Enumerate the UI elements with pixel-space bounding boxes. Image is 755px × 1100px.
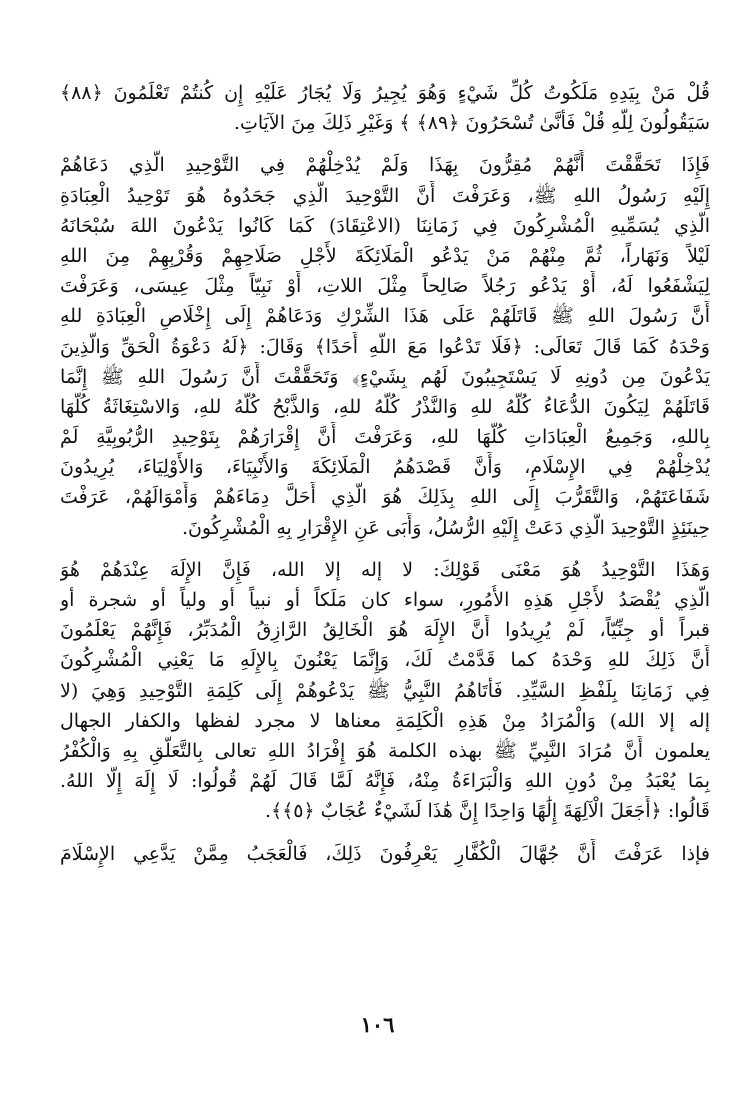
paragraph-quran-verses: [60, 78, 710, 138]
text-line: يعلمون أَنَّ مُرَادَ النَّبِيِّ ﷺ بهذه الكلمة هُوَ إِفْرَادُ اللهِ تعالى بِالتَّعَلُّقِ بِهِ وَالْكُفْرُ: [60, 739, 710, 762]
paragraph-continuation: [60, 839, 710, 869]
page-number: ١٠٦: [360, 1012, 395, 1037]
text-line: بِاللهِ، وَجَمِيعُ الْعِبَادَاتِ كُلُّهَا للهِ، وَعَرَفْتَ أَنَّ إِقْرَارَهُمْ بِتَوْحِيدِ الرُّبُوبِيَّةِ لَمْ: [60, 426, 710, 449]
text-line: سَيَقُولُونَ لِلَّهِ قُلْ فَأَنَّىٰ تُسْحَرُونَ ﴿٨٩﴾ ﴾ وَغَيْرِ ذَلِكَ مِنَ الآيَاتِ.: [233, 112, 710, 135]
paragraph-gap: [60, 543, 710, 555]
text-line: قبراً أو جِنِّيّاً، لَمْ يُرِيدُوا أَنَّ الإِلَهَ هُوَ الْخَالِقُ الرَّازِقُ الْمُدَبِّرُ، فَإِنَّهُمْ يَعْلَمُونَ: [60, 619, 710, 642]
text-line: وَهَذَا التَّوْحِيدُ هُوَ مَعْنَى قَوْلِكَ: لا إله إلا الله، فَإِنَّ الإِلَهَ عِنْدَهُمْ هُوَ: [60, 558, 710, 581]
text-line: وَحْدَهُ كَمَا قَالَ تَعَالَى: ﴿فَلَا تَدْعُوا مَعَ اللَّهِ أَحَدًا﴾ وَقَالَ: ﴿لَهُ دَعْوَةُ الْحَقِّ وَالَّذِينَ: [60, 335, 710, 358]
paragraph-gap: [60, 827, 710, 839]
text-line: قَاتَلَهُمْ لِيَكُونَ الدُّعَاءُ كُلُّهُ للهِ وَالنَّذْرُ كُلُّهُ للهِ، وَالذَّبْحُ كُلُّهُ للهِ، وَالاسْتِغَاثَةُ كُلُّهَا: [60, 395, 710, 418]
text-line: أَنَّ رَسُولَ اللهِ ﷺ قَاتَلَهُمْ عَلَى هَذَا الشِّرْكِ وَدَعَاهُمْ إِلَى إِخْلَاصِ الْعِبَادَةِ للهِ: [60, 305, 710, 328]
text-line: قُلْ مَنْ بِيَدِهِ مَلَكُوتُ كُلِّ شَيْءٍ وَهُوَ يُجِيرُ وَلَا يُجَارُ عَلَيْهِ إِن كُنتُمْ تَعْلَمُونَ ﴿٨٨﴾: [60, 82, 710, 104]
text-line: لَيْلاً وَنَهَاراً، ثُمَّ مِنْهُمْ مَنْ يَدْعُو الْمَلَائِكَةَ لأَجْلِ صَلَاحِهِمْ وَقُرْبِهِمْ مِنَ اللهِ: [60, 244, 710, 267]
text-line: لِيَشْفَعُوا لَهُ، أَوْ يَدْعُو رَجُلاً صَالِحاً مِثْلَ اللاتِ، أَوْ نَبِيّاً مِثْلَ عِيسَى، وَعَرَفْتَ: [60, 275, 710, 298]
text-line: يَدْعُونَ مِن دُونِهِ لَا يَسْتَجِيبُونَ لَهُم بِشَيْءٍ﴾ وَتَحَقَّقْتَ أَنَّ رَسُولَ اللهِ ﷺ إِنَّمَا: [60, 365, 710, 388]
text-line: قَالُوا: ﴿أَجَعَلَ الْآلِهَةَ إِلَٰهًا وَاحِدًا إِنَّ هَٰذَا لَشَيْءٌ عُجَابٌ ﴿٥﴾﴾.: [264, 800, 710, 823]
text-line: شَفَاعَتَهُمْ، وَالتَّقَرُّبَ إِلَى اللهِ بِذَلِكَ هُوَ الَّذِي أَحَلَّ دِمَاءَهُمْ وَأَمْوَالَهُمْ، عَرَفْتَ: [60, 486, 710, 509]
paragraph-meaning-of-shahada: [60, 555, 710, 827]
text-line: بِمَا يُعْبَدُ مِنْ دُونِ اللهِ وَالْبَرَاءَةُ مِنْهُ، فَإِنَّهُ لَمَّا قَالَ لَهُمْ قُولُوا: لَا إِلَهَ إِلَّا اللهُ.: [60, 770, 710, 793]
text-line: إله إلا الله) وَالْمُرَادُ مِنْ هَذِهِ الْكَلِمَةِ معناها لا مجرد لفظها والكفار الجهال: [60, 709, 710, 732]
paragraph-gap: [60, 138, 710, 150]
text-line: الَّذِي يُقْصَدُ لأَجْلِ هَذِهِ الأُمُورِ، سواء كان مَلَكاً أو نبياً أو ولياً أو شجرة أو: [60, 589, 710, 611]
text-line: فإذا عَرَفْتَ أَنَّ جُهَّالَ الْكُفَّارِ يَعْرِفُونَ ذَلِكَ، فَالْعَجَبُ مِمَّنْ يَدَّعِي الإِسْلَامَ: [60, 842, 710, 865]
paragraph-tawhid-worship: [60, 150, 710, 542]
text-line: فَإِذَا تَحَقَّقْتَ أَنَّهُمْ مُقِرُّونَ بِهَذَا وَلَمْ يُدْخِلْهُمْ فِي التَّوْحِيدِ الَّذِي دَعَاهُمْ: [60, 154, 710, 177]
text-line: فِي زَمَانِنَا بِلَفْظِ السَّيِّدِ. فَأَتَاهُمُ النَّبِيُّ ﷺ يَدْعُوهُمْ إِلَى كَلِمَةِ التَّوْحِيدِ وَهِيَ (لا: [60, 679, 710, 702]
text-line: إِلَيْهِ رَسُولُ اللهِ ﷺ، وَعَرَفْتَ أَنَّ التَّوْحِيدَ الَّذِي جَحَدُوهُ هُوَ تَوْحِيدُ الْعِبَادَةِ: [60, 184, 710, 207]
text-line: يُدْخِلْهُمْ فِي الإِسْلَامِ، وَأَنَّ قَصْدَهُمُ الْمَلَائِكَةَ وَالأَنْبِيَاءَ، وَالأَوْلِيَاءَ، يُرِيدُونَ: [60, 456, 710, 479]
text-line: الَّذِي يُسَمِّيهِ الْمُشْرِكُونَ فِي زَمَانِنَا (الاعْتِقَادَ) كَمَا كَانُوا يَدْعُونَ اللهَ سُبْحَانَهُ: [60, 214, 710, 237]
text-line: حِينَئِذٍ التَّوْحِيدَ الَّذِي دَعَتْ إِلَيْهِ الرُّسُلُ، وَأَبَى عَنِ الإِقْرَارِ بِهِ الْمُشْرِكُونَ.: [181, 516, 710, 539]
page-body: [60, 78, 710, 869]
text-line: أَنَّ ذَلِكَ للهِ وَحْدَهُ كما قَدَّمْتُ لَكَ، وَإِنَّمَا يَعْنُونَ بِالإِلَهِ مَا يَعْنِي الْمُشْرِكُونَ: [60, 649, 710, 672]
